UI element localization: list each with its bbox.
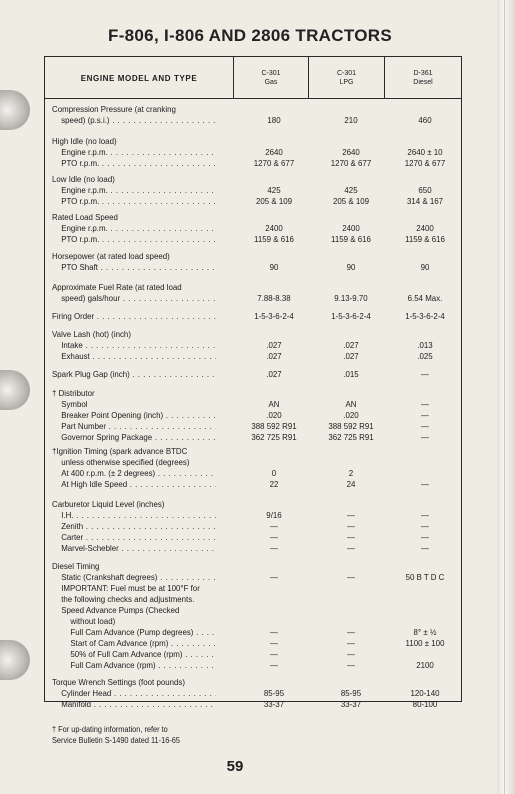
spec-value: 33-37 [263, 699, 285, 709]
spec-value [246, 174, 301, 185]
spec-value: 2400 [416, 223, 434, 233]
spec-value: 210 [344, 115, 358, 125]
spec-label-line: Full Cam Advance (Pump degrees) . . . [52, 627, 216, 638]
spec-value-col-1 [246, 104, 301, 126]
spec-value: 8° ± ½ [413, 627, 437, 637]
col-2-model: C-301 [336, 70, 357, 77]
spec-value-col-1 [246, 561, 301, 671]
spec-value: — [421, 432, 429, 442]
spec-value [396, 388, 453, 399]
spec-value [322, 212, 379, 223]
spec-value [246, 677, 301, 688]
spec-label-line: 50% of Full Cam Advance (rpm) . . . [52, 649, 216, 660]
page-title: F-806, I-806 AND 2806 TRACTORS [108, 26, 392, 45]
spec-value-col-1 [246, 136, 301, 169]
spec-value: 1159 & 616 [254, 234, 294, 244]
header-label: ENGINE MODEL AND TYPE [80, 73, 198, 83]
spec-label-line: Torque Wrench Settings (foot pounds) [52, 677, 186, 687]
spec-value: — [421, 399, 429, 409]
spec-label [52, 212, 216, 245]
table-header [45, 57, 461, 99]
spec-value [322, 583, 379, 594]
spec-value-col-3 [396, 251, 453, 273]
spec-value: — [347, 627, 355, 637]
spec-value [246, 605, 301, 616]
spec-label-line: High Idle (no load) [52, 136, 117, 146]
spec-label [52, 174, 216, 207]
spec-label-line: Exhaust . . . [52, 351, 216, 362]
spec-label-line: Horsepower (at rated load speed) [52, 251, 170, 261]
spec-value-col-1 [246, 446, 301, 490]
spec-label-line: PTO r.p.m. . . . [52, 158, 216, 169]
spec-value-col-1 [246, 251, 301, 273]
spec-value-col-2 [322, 311, 379, 322]
spec-value: .027 [343, 340, 359, 350]
spec-value: — [421, 521, 429, 531]
spec-value: 314 & 167 [406, 196, 444, 206]
spec-value-col-1 [246, 282, 301, 304]
spec-value: 1-5-3-6-2-4 [254, 311, 294, 321]
spec-value-col-2 [322, 388, 379, 443]
spec-value [396, 468, 453, 479]
spec-value [396, 616, 453, 627]
spec-label-line: Valve Lash (hot) (inch) [52, 329, 131, 339]
spec-value [246, 329, 301, 340]
spec-value: 9/16 [266, 510, 282, 520]
spec-value [322, 174, 379, 185]
spec-value: — [347, 510, 355, 520]
spec-value: 1270 & 677 [404, 158, 446, 168]
spec-value-col-3 [396, 388, 453, 443]
spec-value [246, 457, 301, 468]
spec-label-line: Speed Advance Pumps (Checked [61, 605, 180, 615]
spec-label-line: Breaker Point Opening (inch) . . . [52, 410, 216, 421]
spec-value: 90 [420, 262, 430, 272]
spec-value: 90 [346, 262, 356, 272]
spec-value: — [270, 649, 278, 659]
spec-label-line: Compression Pressure (at cranking [52, 104, 176, 114]
spec-value: 33-37 [340, 699, 362, 709]
spec-value: .027 [266, 351, 282, 361]
spec-value-col-2 [322, 174, 379, 207]
spec-value: — [347, 532, 355, 542]
spec-value: 362 725 R91 [251, 432, 297, 442]
footnote-line: Service Bulletin S-1490 dated 11-16-65 [52, 736, 180, 745]
spec-label-line: Symbol [61, 399, 88, 409]
spec-label-line: Firing Order . . . [52, 311, 216, 322]
spec-label [52, 251, 216, 273]
spec-value-col-3 [396, 136, 453, 169]
spec-value: — [421, 421, 429, 431]
spec-value: 2400 [342, 223, 360, 233]
spec-value: 1-5-3-6-2-4 [331, 311, 371, 321]
spec-value-col-1 [246, 677, 301, 710]
spec-value: 85-95 [340, 688, 362, 698]
spec-value: 205 & 109 [255, 196, 293, 206]
spec-label [52, 104, 216, 126]
spec-value [246, 104, 301, 115]
spec-value [396, 136, 453, 147]
spec-value: 50 B T D C [405, 572, 445, 582]
spec-value: 9.13-9.70 [334, 293, 368, 303]
spec-value-col-1 [246, 311, 301, 322]
spec-value [322, 282, 379, 293]
spec-label-line: PTO Shaft . . . [52, 262, 216, 273]
spec-value [396, 583, 453, 594]
spec-value [396, 212, 453, 223]
spec-label-line: PTO r.p.m. . . . [52, 196, 216, 207]
spec-value: 1-5-3-6-2-4 [405, 311, 445, 321]
spec-label-line: Engine r.p.m. . . . [52, 185, 216, 196]
spec-value-col-1 [246, 212, 301, 245]
spec-value: .020 [343, 410, 359, 420]
spec-value: 90 [269, 262, 279, 272]
spec-value: — [270, 572, 278, 582]
spec-value: 205 & 109 [332, 196, 370, 206]
footnote-line: † For up-dating information, refer to [52, 725, 168, 734]
spec-value [396, 329, 453, 340]
spec-label [52, 136, 216, 169]
spec-value-col-1 [246, 499, 301, 554]
spec-value: — [421, 510, 429, 520]
spec-label-line: Start of Cam Advance (rpm) . . . [52, 638, 216, 649]
spec-label [52, 369, 216, 380]
spec-value: — [270, 532, 278, 542]
spec-value: .015 [343, 369, 359, 379]
spec-value: .027 [266, 340, 282, 350]
spec-value [396, 499, 453, 510]
spec-value [246, 499, 301, 510]
spec-value [246, 136, 301, 147]
spec-value-col-2 [322, 329, 379, 362]
spec-label [52, 446, 216, 490]
page-edge-line [504, 0, 505, 794]
spec-label-line: Governor Spring Package . . . [52, 432, 216, 443]
spec-value-col-2 [322, 561, 379, 671]
spec-value [322, 329, 379, 340]
spec-value [322, 388, 379, 399]
spec-value [322, 605, 379, 616]
spec-value: 1270 & 677 [253, 158, 295, 168]
spec-label-line: Zenith . . . [52, 521, 216, 532]
spec-label-line: Carter . . . [52, 532, 216, 543]
spec-value: — [270, 543, 278, 553]
spec-value: 1100 ± 100 [405, 638, 445, 648]
spec-value-col-1 [246, 174, 301, 207]
spec-value-col-3 [396, 104, 453, 126]
spec-label-line: without load) [70, 616, 116, 626]
spec-label-line: At High Idle Speed . . . [52, 479, 216, 490]
spec-value-col-3 [396, 212, 453, 245]
spec-value [246, 251, 301, 262]
spec-value [322, 446, 379, 457]
spec-value: 388 592 R91 [251, 421, 297, 431]
spec-value [322, 136, 379, 147]
spec-label-line: Low Idle (no load) [52, 174, 115, 184]
spec-value-col-2 [322, 212, 379, 245]
spec-value: 2100 [416, 660, 434, 670]
spec-value: 2640 [265, 147, 283, 157]
spec-value: 2640 ± 10 [407, 147, 443, 157]
spec-label-line: Diesel Timing [52, 561, 100, 571]
spec-label-line: speed) gals/hour . . . [52, 293, 216, 304]
header-col-3 [385, 57, 461, 99]
spec-value: 22 [269, 479, 279, 489]
spec-value [322, 457, 379, 468]
spec-value: 1270 & 677 [330, 158, 372, 168]
spec-label-line: Approximate Fuel Rate (at rated load [52, 282, 182, 292]
spec-value [396, 594, 453, 605]
spec-value: — [347, 649, 355, 659]
spec-label-line: Spark Plug Gap (inch) . . . [52, 369, 216, 380]
spec-value [396, 457, 453, 468]
spec-label [52, 499, 216, 554]
spec-value: — [421, 543, 429, 553]
spec-value [396, 677, 453, 688]
col-1-model: C-301 [261, 70, 281, 77]
spec-label-line: Static (Crankshaft degrees) . . . [52, 572, 216, 583]
page-number: 59 [226, 758, 244, 775]
spec-label-line: Engine r.p.m. . . . [52, 147, 216, 158]
spec-value [246, 583, 301, 594]
spec-value: 2640 [342, 147, 360, 157]
spec-value [246, 446, 301, 457]
spec-value: 180 [267, 115, 281, 125]
spec-value-col-3 [396, 282, 453, 304]
spec-value: 425 [344, 185, 358, 195]
spec-label-line: the following checks and adjustments. [61, 594, 195, 604]
spec-value: 7.88-8.38 [257, 293, 291, 303]
spec-value-col-2 [322, 104, 379, 126]
col-2-type: LPG [339, 79, 354, 86]
spec-value [246, 561, 301, 572]
spec-value [396, 104, 453, 115]
spec-value: .027 [343, 351, 359, 361]
spec-value-col-3 [396, 446, 453, 490]
spec-value-col-3 [396, 174, 453, 207]
spec-label-line: speed) (p.s.i.) . . . [52, 115, 216, 126]
spec-label [52, 311, 216, 322]
page-edge [497, 0, 515, 794]
spec-value-col-3 [396, 499, 453, 554]
spec-value-col-3 [396, 311, 453, 322]
spec-value-col-2 [322, 677, 379, 710]
spec-value [396, 174, 453, 185]
spec-value: 1159 & 616 [331, 234, 371, 244]
spec-label-line: Full Cam Advance (rpm) . . . [52, 660, 216, 671]
spec-value: — [270, 638, 278, 648]
spec-value [322, 251, 379, 262]
spec-label-line: IMPORTANT: Fuel must be at 100°F for [61, 583, 200, 593]
spec-value: 425 [267, 185, 281, 195]
footnote [52, 724, 180, 746]
spec-label-line: Manifold . . . [52, 699, 216, 710]
spec-value-col-1 [246, 369, 301, 380]
spec-value-col-1 [246, 329, 301, 362]
spec-value-col-2 [322, 282, 379, 304]
spec-value-col-3 [396, 369, 453, 380]
spec-value: — [421, 479, 429, 489]
spec-value: — [347, 543, 355, 553]
spec-value: — [347, 521, 355, 531]
spec-value [246, 616, 301, 627]
spec-label-line: Marvel-Schebler . . . [52, 543, 216, 554]
spec-value-col-3 [396, 677, 453, 710]
spec-label [52, 329, 216, 362]
spec-label-line: I.H. . . . [52, 510, 216, 521]
spec-value: — [270, 627, 278, 637]
spec-label-line: unless otherwise specified (degrees) [61, 457, 190, 467]
header-label-cell [45, 57, 233, 99]
spec-value-col-2 [322, 136, 379, 169]
spec-value [396, 649, 453, 660]
spec-value [246, 282, 301, 293]
spec-value: AN [268, 399, 280, 409]
spec-label [52, 388, 216, 443]
spec-value [322, 104, 379, 115]
spec-value: .027 [266, 369, 282, 379]
spec-value: 0 [271, 468, 277, 478]
spec-value-col-2 [322, 369, 379, 380]
spec-value [396, 282, 453, 293]
spec-value: — [421, 369, 429, 379]
spec-value [246, 388, 301, 399]
spec-value: 2 [348, 468, 354, 478]
spec-value: 1159 & 616 [405, 234, 445, 244]
spec-value [396, 446, 453, 457]
spec-value: .020 [266, 410, 282, 420]
spec-value [322, 677, 379, 688]
spec-value [322, 616, 379, 627]
spec-value: — [421, 410, 429, 420]
spec-value [396, 251, 453, 262]
spec-value-col-2 [322, 499, 379, 554]
spec-value: 120-140 [410, 688, 440, 698]
spec-value: — [347, 660, 355, 670]
spec-value: — [421, 532, 429, 542]
spec-label-line: Rated Load Speed [52, 212, 118, 222]
spec-label-line: †Ignition Timing (spark advance BTDC [52, 446, 188, 456]
spec-label-line: Carburetor Liquid Level (inches) [52, 499, 165, 509]
spec-value-col-3 [396, 561, 453, 671]
spec-value: AN [345, 399, 357, 409]
spec-value: — [347, 572, 355, 582]
spec-label-line: Cylinder Head . . . [52, 688, 216, 699]
spec-value: 85-95 [263, 688, 285, 698]
spec-value-col-2 [322, 446, 379, 490]
spec-value: 80-100 [412, 699, 438, 709]
spec-value: 388 592 R91 [328, 421, 374, 431]
header-col-1 [234, 57, 308, 99]
binder-hole-bottom [0, 640, 30, 680]
spec-label-line: At 400 r.p.m. (± 2 degrees) . . . [52, 468, 216, 479]
col-1-type: Gas [264, 79, 278, 86]
spec-value: — [270, 521, 278, 531]
spec-label-line: Part Number . . . [52, 421, 216, 432]
spec-value: 2400 [265, 223, 283, 233]
binder-hole-top [0, 90, 30, 130]
col-3-type: Diesel [413, 79, 433, 86]
spec-value: 460 [418, 115, 432, 125]
spec-value: .013 [417, 340, 433, 350]
spec-value: .025 [417, 351, 433, 361]
col-3-model: D-361 [413, 70, 433, 77]
spec-value: 24 [346, 479, 356, 489]
binder-hole-middle [0, 370, 30, 410]
spec-label [52, 677, 216, 710]
spec-value [322, 594, 379, 605]
header-col-2 [309, 57, 384, 99]
spec-value [246, 594, 301, 605]
spec-value [396, 561, 453, 572]
spec-value [246, 212, 301, 223]
spec-label-line: PTO r.p.m. . . . [52, 234, 216, 245]
spec-label [52, 282, 216, 304]
spec-value: — [270, 660, 278, 670]
spec-label-line: Engine r.p.m. . . . [52, 223, 216, 234]
spec-label-line: † Distributor [52, 388, 95, 398]
spec-label [52, 561, 216, 671]
spec-value-col-2 [322, 251, 379, 273]
spec-value [322, 561, 379, 572]
spec-value: 362 725 R91 [328, 432, 374, 442]
spec-value: 650 [418, 185, 432, 195]
spec-value [322, 499, 379, 510]
spec-value: 6.54 Max. [407, 293, 443, 303]
spec-value-col-1 [246, 388, 301, 443]
spec-value [396, 605, 453, 616]
spec-value-col-3 [396, 329, 453, 362]
spec-value: — [347, 638, 355, 648]
spec-label-line: Intake . . . [52, 340, 216, 351]
